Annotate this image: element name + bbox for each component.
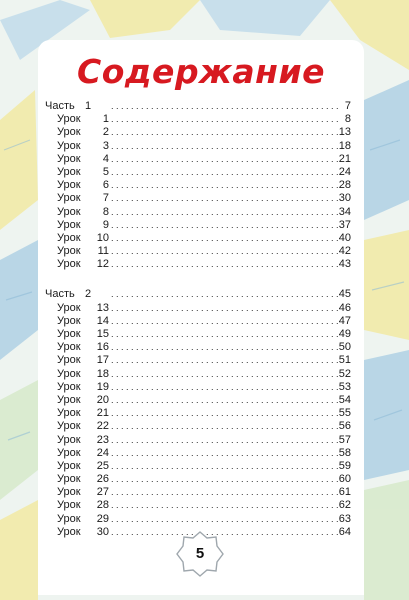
section-gap [45,271,351,288]
toc-entry-label: Урок [57,245,81,258]
toc-page-number: 62 [338,499,351,512]
toc-leader-dots [111,407,338,420]
toc-page-number: 7 [344,100,351,112]
toc-entry-label: Урок [57,126,81,139]
toc-entry-number: 22 [96,420,109,433]
toc-entry-label: Урок [57,139,81,152]
toc-lesson-row [45,113,351,126]
toc-entry-label: Часть [45,288,75,301]
toc-leader-dots [111,368,338,381]
toc-leader-dots [111,126,338,139]
toc-entry-number: 12 [96,258,109,271]
toc-page-number: 8 [344,113,351,126]
toc-entry-number: 23 [96,433,109,446]
toc-leader-dots [111,486,338,499]
toc-lesson-row [45,473,351,486]
toc-leader-dots [111,499,338,512]
toc-lesson-row [45,407,351,420]
toc-leader-dots [111,100,340,113]
toc-lesson-row [45,140,351,153]
toc-lesson-row [45,447,351,460]
toc-lesson-row [45,166,351,179]
toc-page-number: 55 [338,407,351,420]
toc-page-number: 56 [338,420,351,433]
toc-page-number: 61 [338,486,351,499]
toc-entry-number: 14 [96,314,109,327]
toc-entry-number: 9 [102,218,109,231]
toc-entry-label: Урок [57,179,81,192]
toc-entry-label: Урок [57,301,81,314]
toc-entry-label: Урок [57,380,81,393]
toc-lesson-row [45,486,351,499]
toc-page-number: 52 [338,367,351,380]
toc-page-number: 42 [338,245,351,258]
toc-entry-number: 21 [96,407,109,420]
toc-entry-number: 28 [96,499,109,512]
toc-entry-number: 26 [96,473,109,486]
toc-leader-dots [111,315,338,328]
toc-entry-label: Урок [57,218,81,231]
toc-leader-dots [111,140,338,153]
toc-leader-dots [111,232,338,245]
toc-entry-label: Урок [57,393,81,406]
toc-lesson-row [45,354,351,367]
toc-lesson-row [45,206,351,219]
toc-page-number: 57 [338,433,351,446]
toc-page-number: 43 [338,258,351,271]
toc-lesson-row [45,245,351,258]
toc-entry-label: Часть [45,100,75,112]
toc-lesson-row [45,368,351,381]
toc-entry-label: Урок [57,341,81,354]
toc-page-number: 30 [338,192,351,205]
toc-page-number: 49 [338,328,351,340]
toc-entry-label: Урок [57,486,81,499]
toc-lesson-row [45,192,351,205]
toc-leader-dots [111,153,338,166]
toc-part-row [45,288,351,301]
toc-entry-number: 10 [96,231,109,244]
toc-entry-number: 1 [85,100,92,112]
toc-entry-number: 24 [96,446,109,459]
toc-entry-number: 2 [102,126,109,139]
toc-entry-number: 17 [96,354,109,367]
toc-leader-dots [111,328,338,341]
toc-entry-label: Урок [57,420,81,433]
toc-leader-dots [111,166,338,179]
toc-lesson-row [45,499,351,512]
toc-entry-number: 18 [96,367,109,380]
toc-leader-dots [111,113,340,126]
toc-page-number: 21 [338,152,351,165]
toc-entry-label: Урок [57,433,81,446]
toc-page-number: 18 [338,139,351,152]
toc-entry-label: Урок [57,367,81,380]
toc-page-number: 51 [338,354,351,367]
toc-entry-label: Урок [57,231,81,244]
toc-lesson-row [45,381,351,394]
toc-page-number: 34 [338,205,351,218]
toc-entry-number: 3 [102,139,109,152]
toc-part-row [45,100,351,113]
toc-page-number: 64 [338,525,351,538]
toc-entry-number: 27 [96,486,109,499]
toc-entry-label: Урок [57,328,81,340]
toc-entry-label: Урок [57,152,81,165]
toc-lesson-row [45,434,351,447]
toc-page-number: 54 [338,393,351,406]
toc-leader-dots [111,192,338,205]
toc-entry-label: Урок [57,314,81,327]
toc-leader-dots [111,354,338,367]
toc-entry-number: 25 [96,459,109,472]
toc-page-number: 46 [338,301,351,314]
toc-leader-dots [111,447,338,460]
toc-entry-number: 15 [96,328,109,340]
toc-page-number: 59 [338,459,351,472]
toc-leader-dots [111,513,338,526]
toc-entry-number: 4 [102,152,109,165]
toc-leader-dots [111,258,338,271]
toc-page-number: 45 [338,288,351,301]
toc-entry-number: 5 [102,165,109,178]
toc-entry-number: 30 [96,525,109,538]
toc-entry-number: 19 [96,380,109,393]
toc-entry-number: 2 [85,288,92,301]
toc-entry-number: 1 [102,113,109,126]
toc-leader-dots [111,179,338,192]
toc-entry-number: 16 [96,341,109,354]
toc-lesson-row [45,315,351,328]
toc-page-number: 28 [338,179,351,192]
toc-entry-number: 6 [102,179,109,192]
toc-entry-label: Урок [57,512,81,525]
toc-entry-label: Урок [57,446,81,459]
toc-leader-dots [111,434,338,447]
toc-entry-label: Урок [57,258,81,271]
toc-page-number: 50 [338,341,351,354]
toc-page-number: 47 [338,314,351,327]
toc-lesson-row [45,513,351,526]
page-title: Содержание [77,52,325,91]
toc-entry-label: Урок [57,473,81,486]
toc-leader-dots [111,245,338,258]
toc-page-number: 24 [338,165,351,178]
toc-leader-dots [111,219,338,232]
table-of-contents [45,100,351,539]
toc-page-number: 58 [338,446,351,459]
toc-entry-label: Урок [57,459,81,472]
toc-page-number: 37 [338,218,351,231]
toc-lesson-row [45,258,351,271]
toc-lesson-row [45,420,351,433]
toc-entry-label: Урок [57,113,81,126]
toc-page-number: 63 [338,512,351,525]
toc-lesson-row [45,460,351,473]
toc-leader-dots [111,288,338,301]
toc-page-number: 60 [338,473,351,486]
toc-leader-dots [111,420,338,433]
toc-entry-number: 13 [96,301,109,314]
toc-leader-dots [111,473,338,486]
toc-page-number: 13 [338,126,351,139]
toc-page-number: 53 [338,380,351,393]
toc-leader-dots [111,526,338,539]
toc-entry-label: Урок [57,354,81,367]
toc-entry-number: 11 [97,245,109,258]
toc-entry-label: Урок [57,205,81,218]
toc-leader-dots [111,394,338,407]
toc-lesson-row [45,328,351,341]
toc-leader-dots [111,302,338,315]
toc-leader-dots [111,381,338,394]
toc-entry-number: 20 [96,393,109,406]
toc-lesson-row [45,153,351,166]
toc-lesson-row [45,302,351,315]
toc-entry-label: Урок [57,407,81,420]
toc-leader-dots [111,206,338,219]
toc-entry-label: Урок [57,165,81,178]
toc-entry-number: 8 [102,205,109,218]
toc-page-number: 40 [338,231,351,244]
toc-leader-dots [111,460,338,473]
toc-entry-label: Урок [57,192,81,205]
page-number: 5 [195,545,205,562]
toc-lesson-row [45,219,351,232]
toc-lesson-row [45,394,351,407]
toc-lesson-row [45,232,351,245]
toc-entry-number: 29 [96,512,109,525]
toc-lesson-row [45,179,351,192]
toc-entry-number: 7 [102,192,109,205]
toc-leader-dots [111,341,338,354]
toc-entry-label: Урок [57,499,81,512]
toc-lesson-row [45,341,351,354]
toc-lesson-row [45,126,351,139]
toc-entry-label: Урок [57,525,81,538]
